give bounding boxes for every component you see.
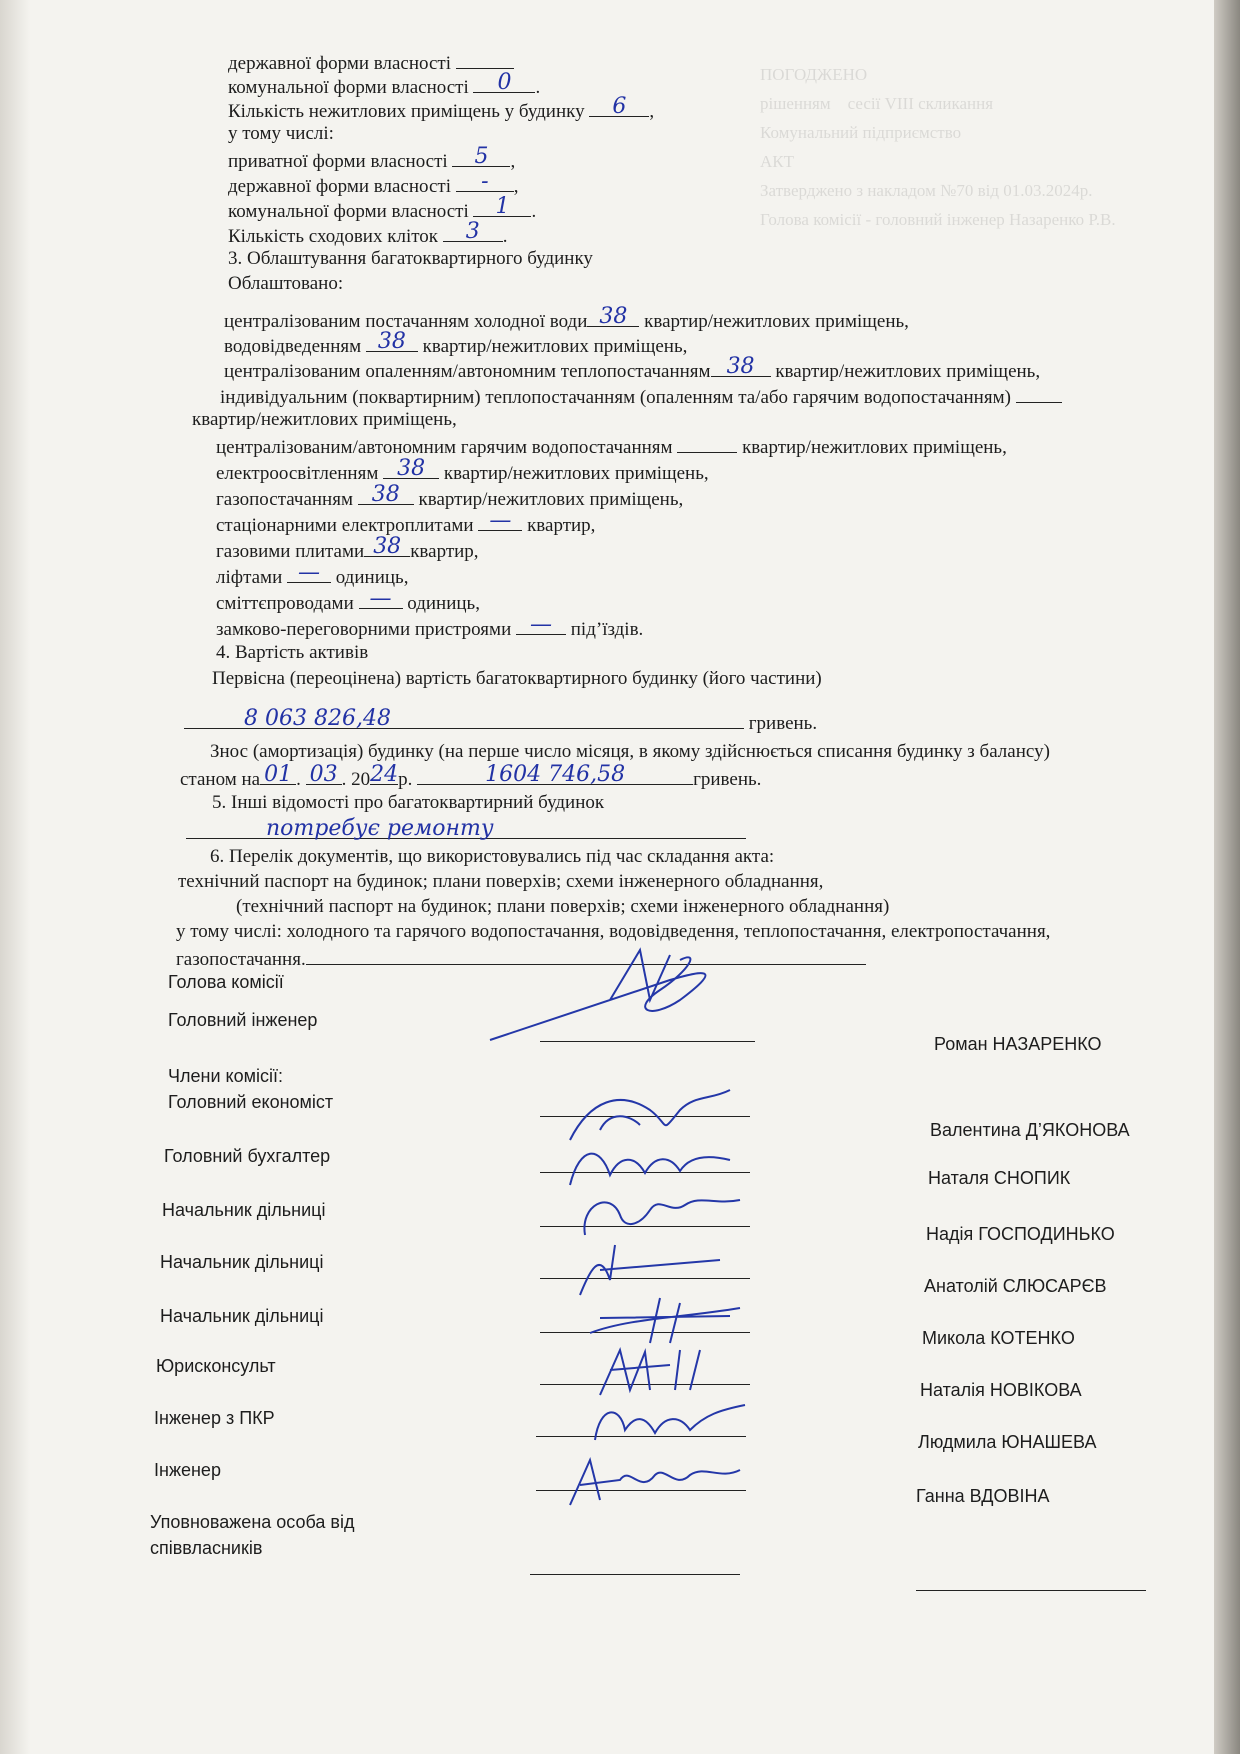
section-4-heading: 4. Вартість активів xyxy=(216,642,369,663)
line-state-ownership: державної форми власності xyxy=(228,50,514,75)
line-lifts: ліфтами — одиниць, xyxy=(216,560,409,588)
line-depreciation-label: Знос (амортизація) будинку (на перше число місяця, в якому здійснюється списання будинку з балансу) xyxy=(210,741,1050,762)
signatory-role: Уповноважена особа від xyxy=(150,1512,355,1532)
line-electric: електроосвітленням 38 квартир/нежитлових приміщень, xyxy=(216,456,709,484)
signatory-name: Людмила ЮНАШЕВА xyxy=(918,1432,1097,1452)
signature-line xyxy=(916,1590,1146,1591)
line-intercoms: замково-переговорними пристроями — під’їздів. xyxy=(216,612,644,640)
signatory-name: Анатолій СЛЮСАРЄВ xyxy=(924,1276,1107,1296)
page-fold-shadow xyxy=(0,0,30,1754)
signatory-role: Члени комісії: xyxy=(168,1066,283,1086)
line-including: у тому числі: xyxy=(228,123,334,144)
section-5-heading: 5. Інші відомості про багатоквартирний будинок xyxy=(212,792,605,813)
signature-line xyxy=(530,1574,740,1575)
signatory-role: Начальник дільниці xyxy=(162,1200,326,1220)
section-3-heading: 3. Облаштування багатоквартирного будинку xyxy=(228,248,593,269)
line-initial-value: 8 063 826,48 гривень. xyxy=(184,710,817,735)
signatory-role: Начальник дільниці xyxy=(160,1252,324,1272)
signatory-role: Начальник дільниці xyxy=(160,1306,324,1326)
line-cold-water: централізованим постачанням холодної води 38 квартир/нежитлових приміщень, xyxy=(224,304,909,332)
line-gas-stoves: газовими плитами 38 квартир, xyxy=(216,534,479,562)
signatory-role: Голова комісії xyxy=(168,972,284,992)
line-garbage-chutes: сміттєпроводами — одиниць, xyxy=(216,586,480,614)
line-central-heating: централізованим опаленням/автономним теплопостачанням 38 квартир/нежитлових приміщень, xyxy=(224,354,1041,382)
signatory-name: Валентина Д’ЯКОНОВА xyxy=(930,1120,1130,1140)
signatory-name: Наталія НОВІКОВА xyxy=(920,1380,1082,1400)
line-drainage: водовідведенням 38 квартир/нежитлових приміщень, xyxy=(224,329,688,357)
line-hot-water: централізованим/автономним гарячим водопостачанням квартир/нежитлових приміщень, xyxy=(216,434,1007,459)
signatory-role: співвласників xyxy=(150,1538,263,1558)
line-private: приватної форми власності 5 , xyxy=(228,144,516,172)
signatory-role: Юрисконсульт xyxy=(156,1356,276,1376)
line-including-systems: у тому числі: холодного та гарячого водопостачання, водовідведення, теплопостачання, електропостачання, xyxy=(176,921,1051,942)
line-individual-heating-cont: квартир/нежитлових приміщень, xyxy=(192,409,457,430)
signature-engineer xyxy=(560,1450,750,1510)
line-electric-stoves: стаціонарними електроплитами — квартир, xyxy=(216,508,596,536)
line-state: державної форми власності - , xyxy=(228,169,519,197)
line-gas: газопостачанням 38 квартир/нежитлових приміщень, xyxy=(216,482,684,510)
line-communal: комунальної форми власності 1 . xyxy=(228,194,537,222)
line-gas-supply: газопостачання. xyxy=(176,946,866,971)
line-initial-value-label: Первісна (переоцінена) вартість багатоквартирного будинку (його частини) xyxy=(212,668,822,689)
bleed-through-text: ПОГОДЖЕНО рішенням сесії VIII скликання Комунальний підприємство АКТ Затверджено з накладом №70 від 01.03.2024р. Голова комісії - головний інженер Назаренко Р.В. xyxy=(760,65,1116,229)
line-other-info: потребує ремонту xyxy=(186,820,746,845)
signatory-role: Інженер з ПКР xyxy=(154,1408,275,1428)
signatory-name: Ганна ВДОВІНА xyxy=(916,1486,1050,1506)
signatory-name: Микола КОТЕНКО xyxy=(922,1328,1075,1348)
line-documents: технічний паспорт на будинок; плани поверхів; схеми інженерного обладнання, xyxy=(178,871,824,892)
signatory-name: Наталя СНОПИК xyxy=(928,1168,1071,1188)
line-stairwells: Кількість сходових кліток 3 . xyxy=(228,219,508,247)
signature-manager-1 xyxy=(570,1185,750,1245)
section-6-heading: 6. Перелік документів, що використовувались під час складання акта: xyxy=(210,846,775,867)
signature-manager-3 xyxy=(570,1288,760,1348)
line-equipped: Облаштовано: xyxy=(228,273,344,294)
line-individual-heating: індивідуальним (поквартирним) теплопостачанням (опаленням та/або гарячим водопостачанням) xyxy=(220,384,1062,409)
signatory-name: Надія ГОСПОДИНЬКО xyxy=(926,1224,1115,1244)
signatory-role: Головний бухгалтер xyxy=(164,1146,331,1166)
line-nonres-count: Кількість нежитлових приміщень у будинку 6 , xyxy=(228,94,655,122)
line-documents-hint: (технічний паспорт на будинок; плани поверхів; схеми інженерного обладнання) xyxy=(236,896,890,917)
signature-engineer-pkr xyxy=(580,1395,760,1450)
signatory-name: Роман НАЗАРЕНКО xyxy=(934,1034,1102,1054)
line-depreciation: станом на 01 . 03 . 20 24 р. 1604 746,58 гривень. xyxy=(180,762,762,790)
signatory-role: Інженер xyxy=(154,1460,221,1480)
signature-lawyer xyxy=(580,1340,760,1400)
page-edge-shadow xyxy=(1214,0,1240,1754)
signatory-role: Головний економіст xyxy=(168,1092,334,1112)
signatory-role: Головний інженер xyxy=(168,1010,318,1030)
line-communal-ownership: комунальної форми власності 0 . xyxy=(228,70,541,98)
signature-chairman xyxy=(470,940,770,1060)
